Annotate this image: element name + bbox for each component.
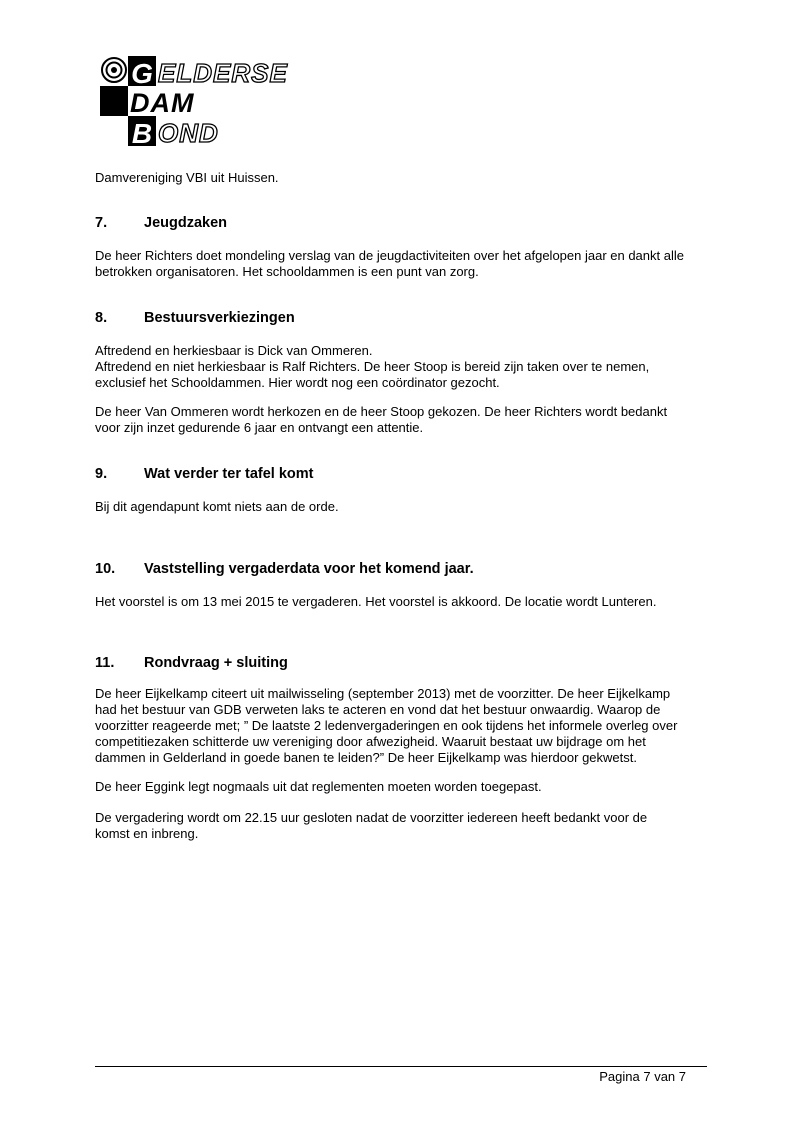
paragraph-line: De vergadering wordt om 22.15 uur gesloten nadat de voorzitter iedereen heeft bedankt voor de xyxy=(95,810,648,825)
section-body-wat-verder xyxy=(95,499,715,515)
paragraph-line: voor zijn inzet gedurende 6 jaar en ontvangt een attentie. xyxy=(95,420,424,435)
paragraph-line: voorzitter reageerde met; ” De laatste 2 ledenvergaderingen en ook tijdens het informele overleg over xyxy=(95,718,678,733)
section-number: 7. xyxy=(95,215,108,231)
paragraph-line: betrokken organisatoren. Het schooldammen is een punt van zorg. xyxy=(95,264,479,279)
paragraph-line: De heer Eijkelkamp citeert uit mailwisseling (september 2013) met de voorzitter. De heer Eijkelkamp xyxy=(95,686,671,701)
paragraph-line: De heer Richters doet mondeling verslag van de jeugdactiviteiten over het afgelopen jaar en dankt alle xyxy=(95,248,684,263)
paragraph-line: Bij dit agendapunt komt niets aan de orde. xyxy=(95,499,339,514)
section-number: 10. xyxy=(95,561,116,577)
section-heading-jeugdzaken xyxy=(95,214,227,232)
paragraph-line: Aftredend en herkiesbaar is Dick van Ommeren. xyxy=(95,343,373,358)
paragraph-line: komst en inbreng. xyxy=(95,826,199,841)
paragraph-line: competitiezaken schitterde uw vereniging door afwezigheid. Waaruit bestaat uw bijdrage om het xyxy=(95,734,646,749)
section-body-rondvraag-3 xyxy=(95,810,715,842)
paragraph-line: dammen in Gelderland in goede banen te leiden?” De heer Eijkelkamp was hierdoor gekwetst. xyxy=(95,750,637,765)
gelderse-dambond-logo xyxy=(100,52,345,148)
section-body-bestuursverkiezingen xyxy=(95,343,715,391)
paragraph-line: De heer Van Ommeren wordt herkozen en de heer Stoop gekozen. De heer Richters wordt bedankt xyxy=(95,404,668,419)
paragraph-line: De heer Eggink legt nogmaals uit dat reglementen moeten worden toegepast. xyxy=(95,779,542,794)
section-heading-wat-verder xyxy=(95,465,313,483)
logo-word-ond: OND xyxy=(158,118,219,148)
page-number: Pagina 7 van 7 xyxy=(599,1069,686,1084)
section-title: Jeugdzaken xyxy=(144,215,227,231)
section-heading-vaststelling xyxy=(95,560,474,578)
intro-paragraph xyxy=(95,170,715,186)
section-body-jeugdzaken xyxy=(95,248,715,280)
section-body-rondvraag-2 xyxy=(95,779,715,795)
paragraph-line: Het voorstel is om 13 mei 2015 te vergaderen. Het voorstel is akkoord. De locatie wordt Lunteren. xyxy=(95,594,657,609)
section-body-rondvraag xyxy=(95,686,715,766)
section-title: Bestuursverkiezingen xyxy=(144,310,295,326)
section-number: 9. xyxy=(95,466,108,482)
section-heading-bestuursverkiezingen xyxy=(95,309,295,327)
paragraph-line: exclusief het Schooldammen. Hier wordt nog een coördinator gezocht. xyxy=(95,375,500,390)
section-number: 8. xyxy=(95,310,108,326)
intro-line: Damvereniging VBI uit Huissen. xyxy=(95,170,279,185)
logo-initial-b: B xyxy=(131,118,153,148)
section-number: 11. xyxy=(95,655,115,671)
paragraph-line: had het bestuur van GDB verweten laks te acteren en vond dat het bestuur onwaardig. Waarop de xyxy=(95,702,661,717)
logo-initial-g: G xyxy=(131,58,153,89)
logo-word-elderse: ELDERSE xyxy=(158,58,288,88)
section-body-bestuursverkiezingen-2 xyxy=(95,404,715,436)
section-heading-rondvraag xyxy=(95,654,288,672)
section-title: Wat verder ter tafel komt xyxy=(144,466,314,482)
target-icon xyxy=(102,58,126,82)
footer-divider xyxy=(95,1066,707,1067)
logo-graphic xyxy=(100,52,345,148)
section-title: Rondvraag + sluiting xyxy=(144,655,288,671)
paragraph-line: Aftredend en niet herkiesbaar is Ralf Richters. De heer Stoop is bereid zijn taken over te nemen, xyxy=(95,359,650,374)
section-body-vaststelling xyxy=(95,594,715,610)
section-title: Vaststelling vergaderdata voor het komend jaar. xyxy=(144,561,474,577)
logo-word-dam: DAM xyxy=(130,88,195,118)
logo-block-dam xyxy=(100,86,128,116)
